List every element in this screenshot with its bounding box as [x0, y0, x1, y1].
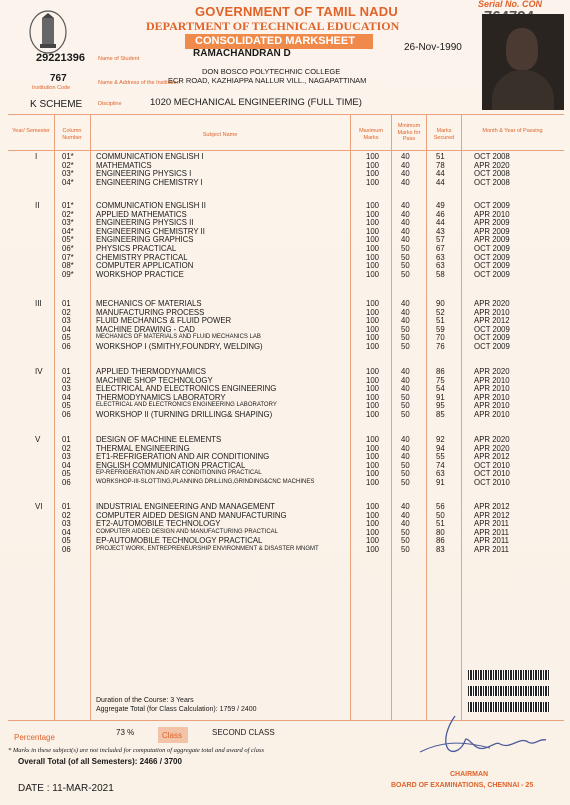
month-year: OCT 2009 [474, 201, 510, 210]
max-marks: 100 [366, 435, 380, 444]
max-marks: 100 [366, 545, 380, 554]
min-marks: 50 [401, 261, 410, 271]
doc-title: CONSOLIDATED MARKSHEET [195, 35, 355, 47]
column-number: 05 [62, 469, 71, 479]
month-year: APR 2010 [474, 392, 510, 402]
month-year: APR 2020 [474, 367, 510, 376]
column-number: 03 [62, 452, 71, 462]
marks-secured: 55 [436, 452, 445, 462]
month-year: APR 2020 [474, 160, 510, 170]
marks-secured: 80 [436, 527, 445, 537]
column-number: 06 [62, 342, 71, 351]
student-photo [482, 14, 564, 110]
month-year: APR 2011 [474, 545, 509, 554]
max-marks: 100 [366, 201, 380, 210]
column-number: 02 [62, 375, 71, 385]
col-min: Minimum Marks for Pass [397, 123, 421, 142]
table-header-rule [8, 150, 564, 151]
marks-secured: 56 [436, 502, 445, 511]
subject-name: COMMUNICATION ENGLISH II [96, 201, 206, 210]
college-name: DON BOSCO POLYTECHNIC COLLEGE [202, 67, 341, 76]
min-marks: 50 [401, 545, 410, 554]
subject-name: ENGINEERING CHEMISTRY I [96, 177, 203, 187]
barcode [468, 702, 550, 712]
max-marks: 100 [366, 519, 380, 529]
scheme: K SCHEME [30, 99, 83, 110]
subject-name: ENGINEERING PHYSICS II [96, 218, 194, 228]
max-marks: 100 [366, 410, 380, 419]
month-year: APR 2012 [474, 452, 510, 462]
semester-label: III [35, 299, 42, 308]
month-year: APR 2012 [474, 316, 510, 326]
marks-secured: 52 [436, 307, 445, 317]
register-number: 29221396 [36, 52, 85, 64]
column-number: 03* [62, 218, 74, 228]
month-year: APR 2010 [474, 375, 510, 385]
marks-secured: 49 [436, 201, 445, 210]
marks-secured: 85 [436, 410, 445, 419]
max-marks: 100 [366, 316, 380, 326]
column-number: 05 [62, 536, 71, 546]
max-marks: 100 [366, 261, 380, 271]
column-number: 08* [62, 261, 74, 271]
column-number: 06 [62, 478, 71, 487]
marks-secured: 44 [436, 218, 445, 228]
marks-secured: 50 [436, 510, 445, 520]
subject-name: MECHANICS OF MATERIALS [96, 299, 202, 308]
signature [400, 712, 550, 762]
min-marks: 40 [401, 367, 410, 376]
duration: Duration of the Course: 3 Years [96, 697, 194, 704]
max-marks: 100 [366, 392, 380, 402]
min-marks: 50 [401, 342, 410, 351]
column-number: 03* [62, 169, 74, 179]
subject-name: PHYSICS PRACTICAL [96, 244, 177, 253]
min-marks: 50 [401, 401, 410, 411]
column-number: 04* [62, 226, 74, 236]
marks-secured: 54 [436, 384, 445, 394]
subject-name: WORKSHOP I (SMITHY,FOUNDRY, WELDING) [96, 342, 263, 351]
min-marks: 40 [401, 502, 410, 511]
month-year: OCT 2008 [474, 177, 510, 187]
subject-name: MATHEMATICS [96, 160, 152, 170]
marks-secured: 70 [436, 333, 445, 343]
month-year: APR 2011 [474, 536, 509, 546]
max-marks: 100 [366, 478, 380, 487]
min-marks: 40 [401, 519, 410, 529]
col-max: Maximum Marks [359, 128, 383, 141]
class-label: Class [162, 731, 183, 740]
month-year: APR 2011 [474, 527, 509, 537]
max-marks: 100 [366, 367, 380, 376]
subject-name: WORKSHOP II (TURNING DRILLING& SHAPING) [96, 410, 273, 419]
column-number: 05 [62, 333, 71, 343]
subject-name: MECHANICS OF MATERIALS AND FLUID MECHANICS LAB [96, 334, 261, 341]
col-secured: Marks Secured [433, 128, 455, 141]
month-year: OCT 2010 [474, 460, 510, 470]
column-number: 04 [62, 392, 71, 402]
marks-secured: 86 [436, 536, 445, 546]
marks-secured: 78 [436, 160, 445, 170]
col-divider [391, 114, 392, 720]
min-marks: 50 [401, 469, 410, 479]
min-marks: 50 [401, 252, 410, 262]
min-marks: 40 [401, 201, 410, 210]
subject-name: ENGINEERING PHYSICS I [96, 169, 192, 179]
signer-title: CHAIRMAN [450, 771, 489, 778]
column-number: 03 [62, 316, 71, 326]
marks-secured: 91 [436, 392, 445, 402]
date-of-birth: 26-Nov-1990 [404, 42, 462, 53]
max-marks: 100 [366, 252, 380, 262]
signer-org: BOARD OF EXAMINATIONS, CHENNAI - 25 [391, 782, 534, 789]
month-year: OCT 2008 [474, 169, 510, 179]
min-marks: 40 [401, 160, 410, 170]
class-value: SECOND CLASS [212, 728, 275, 737]
subject-name: PROJECT WORK, ENTREPRENEURSHIP ENVIRONMENT & DISASTER MNGMT [96, 546, 319, 552]
subject-name: COMMUNICATION ENGLISH I [96, 152, 204, 161]
subject-name: ET2-AUTOMOBILE TECHNOLOGY [96, 519, 221, 529]
max-marks: 100 [366, 299, 380, 308]
min-marks: 50 [401, 527, 410, 537]
column-number: 06 [62, 410, 71, 419]
dept-title: DEPARTMENT OF TECHNICAL EDUCATION [146, 19, 400, 33]
subject-name: APPLIED THERMODYNAMICS [96, 367, 206, 376]
min-marks: 50 [401, 478, 410, 487]
col-month: Month & Year of Passing [482, 128, 543, 134]
col-divider [426, 114, 427, 720]
marks-secured: 51 [436, 152, 445, 161]
min-marks: 40 [401, 375, 410, 385]
month-year: OCT 2009 [474, 261, 510, 271]
column-number: 04* [62, 177, 74, 187]
max-marks: 100 [366, 536, 380, 546]
marks-secured: 46 [436, 209, 445, 219]
semester-label: II [35, 201, 40, 210]
column-number: 05* [62, 235, 74, 245]
column-number: 02* [62, 160, 74, 170]
student-name: RAMACHANDRAN D [193, 48, 291, 59]
month-year: OCT 2009 [474, 269, 510, 279]
col-number: Column Number [62, 128, 82, 141]
column-number: 09* [62, 269, 74, 279]
max-marks: 100 [366, 169, 380, 179]
subject-name: DESIGN OF MACHINE ELEMENTS [96, 435, 222, 444]
min-marks: 40 [401, 235, 410, 245]
month-year: APR 2020 [474, 435, 510, 444]
column-number: 04 [62, 324, 71, 334]
semester-label: V [35, 435, 41, 444]
month-year: APR 2010 [474, 209, 510, 219]
semester-label: IV [35, 367, 43, 376]
subject-name: APPLIED MATHEMATICS [96, 209, 187, 219]
column-number: 06* [62, 244, 74, 253]
subject-name: COMPUTER AIDED DESIGN AND MANUFACTURING [96, 510, 287, 520]
column-number: 01 [62, 367, 71, 376]
subject-name: THERMODYNAMICS LABORATORY [96, 392, 226, 402]
col-divider [54, 114, 55, 720]
max-marks: 100 [366, 342, 380, 351]
min-marks: 50 [401, 392, 410, 402]
subject-name: MANUFACTURING PROCESS [96, 307, 205, 317]
subject-name: INDUSTRIAL ENGINEERING AND MANAGEMENT [96, 502, 276, 511]
month-year: OCT 2009 [474, 324, 510, 334]
gov-title: GOVERNMENT OF TAMIL NADU [195, 4, 398, 19]
min-marks: 40 [401, 307, 410, 317]
column-number: 06 [62, 545, 71, 554]
marks-secured: 83 [436, 545, 445, 554]
note: * Marks in these subject(s) are not included for computation of aggregate total and award of class [8, 747, 265, 754]
inst-code-label: Institution Code [32, 85, 71, 91]
min-marks: 50 [401, 410, 410, 419]
marks-secured: 63 [436, 252, 445, 262]
max-marks: 100 [366, 375, 380, 385]
marks-secured: 86 [436, 367, 445, 376]
discipline: 1020 MECHANICAL ENGINEERING (FULL TIME) [150, 97, 362, 108]
marks-secured: 76 [436, 342, 445, 351]
min-marks: 40 [401, 177, 410, 187]
month-year: OCT 2010 [474, 478, 510, 487]
marks-secured: 74 [436, 460, 445, 470]
subject-name: FLUID MECHANICS & FLUID POWER [96, 316, 232, 326]
month-year: APR 2011 [474, 519, 509, 529]
barcode [468, 670, 550, 680]
column-number: 03 [62, 519, 71, 529]
max-marks: 100 [366, 307, 380, 317]
marks-secured: 94 [436, 443, 445, 453]
marks-secured: 63 [436, 261, 445, 271]
marks-secured: 75 [436, 375, 445, 385]
subject-name: MACHINE SHOP TECHNOLOGY [96, 375, 213, 385]
min-marks: 40 [401, 218, 410, 228]
min-marks: 40 [401, 435, 410, 444]
issue-date: DATE : 11-MAR-2021 [18, 783, 114, 794]
max-marks: 100 [366, 209, 380, 219]
min-marks: 50 [401, 324, 410, 334]
min-marks: 50 [401, 244, 410, 253]
max-marks: 100 [366, 177, 380, 187]
subject-name: ET1-REFRIGERATION AND AIR CONDITIONING [96, 452, 270, 462]
max-marks: 100 [366, 469, 380, 479]
month-year: APR 2010 [474, 401, 510, 411]
month-year: APR 2012 [474, 502, 510, 511]
inst-code: 767 [50, 73, 67, 84]
college-address: ECR ROAD, KAZHIAPPA NALLUR VILL., NAGAPATTINAM [168, 76, 367, 85]
semester-label: VI [35, 502, 43, 511]
column-number: 05 [62, 401, 71, 411]
column-number: 03 [62, 384, 71, 394]
marks-secured: 43 [436, 226, 445, 236]
column-number: 02 [62, 510, 71, 520]
max-marks: 100 [366, 333, 380, 343]
min-marks: 40 [401, 299, 410, 308]
marks-secured: 44 [436, 169, 445, 179]
col-year: Year/ Semester [12, 128, 50, 134]
column-number: 04 [62, 527, 71, 537]
col-subject: Subject Name [202, 132, 238, 138]
month-year: APR 2009 [474, 226, 510, 236]
min-marks: 40 [401, 384, 410, 394]
min-marks: 40 [401, 452, 410, 462]
subject-name: ENGINEERING GRAPHICS [96, 235, 194, 245]
min-marks: 40 [401, 226, 410, 236]
discipline-label: Discipline [98, 101, 122, 107]
serial-label: Serial No. CON [478, 0, 543, 9]
marks-secured: 67 [436, 244, 445, 253]
percentage-value: 73 % [116, 728, 135, 737]
marks-secured: 92 [436, 435, 445, 444]
month-year: APR 2020 [474, 299, 510, 308]
column-number: 02 [62, 307, 71, 317]
marks-secured: 57 [436, 235, 445, 245]
marks-secured: 51 [436, 316, 445, 326]
month-year: APR 2012 [474, 510, 510, 520]
subject-name: EP-AUTOMOBILE TECHNOLOGY PRACTICAL [96, 536, 263, 546]
state-emblem-icon [28, 10, 68, 58]
column-number: 02* [62, 209, 74, 219]
month-year: OCT 2009 [474, 244, 510, 253]
marks-secured: 44 [436, 177, 445, 187]
max-marks: 100 [366, 160, 380, 170]
month-year: APR 2009 [474, 218, 510, 228]
column-number: 02 [62, 443, 71, 453]
max-marks: 100 [366, 460, 380, 470]
max-marks: 100 [366, 452, 380, 462]
subject-name: COMPUTER AIDED DESIGN AND MANUFACTURING PRACTICAL [96, 528, 279, 535]
max-marks: 100 [366, 401, 380, 411]
col-divider [461, 114, 462, 720]
subject-name: CHEMISTRY PRACTICAL [96, 252, 188, 262]
subject-name: THERMAL ENGINEERING [96, 443, 190, 453]
min-marks: 40 [401, 316, 410, 326]
month-year: OCT 2008 [474, 152, 510, 161]
min-marks: 50 [401, 460, 410, 470]
max-marks: 100 [366, 218, 380, 228]
inst-label: Name & Address of the Institution [98, 80, 180, 86]
month-year: OCT 2009 [474, 333, 510, 343]
max-marks: 100 [366, 443, 380, 453]
min-marks: 40 [401, 169, 410, 179]
marks-secured: 91 [436, 478, 445, 487]
month-year: APR 2020 [474, 443, 510, 453]
max-marks: 100 [366, 152, 380, 161]
col-divider [350, 114, 351, 720]
month-year: APR 2010 [474, 307, 510, 317]
name-label: Name of Student [98, 56, 140, 62]
max-marks: 100 [366, 269, 380, 279]
max-marks: 100 [366, 226, 380, 236]
column-number: 01 [62, 299, 71, 308]
subject-name: ELECTRICAL AND ELECTRONICS ENGINEERING [96, 384, 277, 394]
min-marks: 40 [401, 152, 410, 161]
min-marks: 40 [401, 443, 410, 453]
subject-name: ENGINEERING CHEMISTRY II [96, 226, 205, 236]
max-marks: 100 [366, 244, 380, 253]
max-marks: 100 [366, 502, 380, 511]
semester-label: I [35, 152, 38, 161]
marks-secured: 90 [436, 299, 445, 308]
subject-name: ENGLISH COMMUNICATION PRACTICAL [96, 460, 246, 470]
subject-name: WORKSHOP PRACTICE [96, 269, 184, 279]
max-marks: 100 [366, 235, 380, 245]
column-number: 01* [62, 152, 74, 161]
min-marks: 50 [401, 269, 410, 279]
min-marks: 50 [401, 333, 410, 343]
aggregate-total: Aggregate Total (for Class Calculation): 1759 / 2400 [96, 706, 257, 713]
marks-secured: 63 [436, 469, 445, 479]
min-marks: 40 [401, 209, 410, 219]
max-marks: 100 [366, 527, 380, 537]
marks-secured: 95 [436, 401, 445, 411]
column-number: 01 [62, 502, 71, 511]
min-marks: 40 [401, 510, 410, 520]
marks-secured: 51 [436, 519, 445, 529]
percentage-label: Percentage [14, 733, 55, 742]
month-year: APR 2009 [474, 235, 510, 245]
month-year: OCT 2009 [474, 252, 510, 262]
marks-secured: 58 [436, 269, 445, 279]
subject-name: MACHINE DRAWING - CAD [96, 324, 195, 334]
max-marks: 100 [366, 510, 380, 520]
month-year: OCT 2010 [474, 469, 510, 479]
max-marks: 100 [366, 384, 380, 394]
month-year: APR 2010 [474, 384, 510, 394]
marks-secured: 59 [436, 324, 445, 334]
column-number: 07* [62, 252, 74, 262]
subject-name: EP-REFRIGERATION AND AIR CONDITIONING PRACTICAL [96, 470, 262, 477]
table-top-rule [8, 114, 564, 115]
max-marks: 100 [366, 324, 380, 334]
column-number: 01* [62, 201, 74, 210]
min-marks: 50 [401, 536, 410, 546]
subject-name: COMPUTER APPLICATION [96, 261, 194, 271]
column-number: 01 [62, 435, 71, 444]
subject-name: ELECTRICAL AND ELECTRONICS ENGINEERING LABORATORY [96, 402, 277, 409]
col-divider [90, 114, 91, 720]
overall-total: Overall Total (of all Semesters): 2466 / 3700 [18, 757, 182, 766]
month-year: APR 2010 [474, 410, 510, 419]
subject-name: WORKSHOP-III-SLOTTING,PLANNING DRILLING,GRINDING&CNC MACHINES [96, 479, 315, 485]
column-number: 04 [62, 460, 71, 470]
month-year: OCT 2009 [474, 342, 510, 351]
barcode [468, 686, 550, 696]
